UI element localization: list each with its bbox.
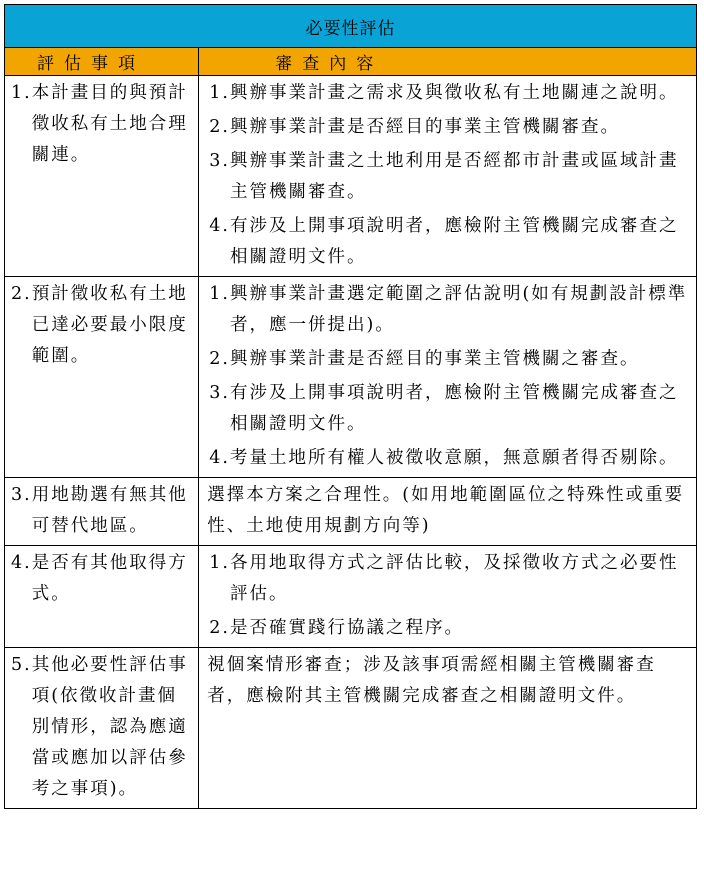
header-review-contents: 審查內容	[199, 48, 697, 76]
criterion-number: 3.	[209, 383, 230, 403]
item-number: 1.	[11, 83, 32, 103]
criteria-cell	[199, 546, 697, 648]
criterion-text: 是否確實踐行協議之程序。	[229, 618, 464, 638]
criterion	[209, 146, 692, 211]
criterion-number: 4.	[209, 216, 230, 236]
criterion	[209, 613, 692, 647]
criterion	[209, 277, 692, 344]
item-text: 用地勘選有無其他可替代地區。	[31, 485, 188, 536]
criterion-text: 有涉及上開事項說明者，應檢附主管機關完成審查之相關證明文件。	[229, 383, 679, 434]
criterion-number: 1.	[209, 284, 230, 304]
item-text: 是否有其他取得方式。	[31, 553, 188, 604]
assessment-table	[4, 4, 697, 809]
criterion-number: 1.	[209, 83, 230, 103]
criterion-text: 興辦事業計畫之土地利用是否經都市計畫或區域計畫主管機關審查。	[229, 151, 679, 202]
item-cell	[5, 648, 199, 809]
item-number: 2.	[11, 284, 32, 304]
header-row	[5, 48, 697, 76]
necessity-assessment-document	[4, 4, 697, 809]
item-cell	[5, 76, 199, 277]
criterion	[209, 76, 692, 112]
item-cell	[5, 277, 199, 478]
criteria-cell	[199, 76, 697, 277]
table-row	[5, 546, 697, 648]
header-assessment-items: 評估事項	[5, 48, 199, 76]
item-text: 其他必要性評估事項(依徵收計畫個別情形，認為應適當或應加以評估參考之事項)。	[31, 655, 188, 799]
criterion	[209, 443, 692, 477]
criterion-text: 各用地取得方式之評估比較，及採徵收方式之必要性評估。	[229, 553, 679, 604]
criterion-text: 選擇本方案之合理性。(如用地範圍區位之特殊性或重要性、土地使用規劃方向等)	[207, 485, 685, 536]
criterion-text: 興辦事業計畫是否經目的事業主管機關審查。	[229, 117, 620, 137]
criterion-number: 2.	[209, 117, 230, 137]
criterion	[209, 546, 692, 613]
item-number: 5.	[11, 655, 32, 675]
criterion-number: 2.	[209, 618, 230, 638]
table-row	[5, 648, 697, 809]
table-title: 必要性評估	[5, 5, 697, 48]
item-text: 預計徵收私有土地已達必要最小限度範圍。	[31, 284, 188, 366]
criterion-text: 興辦事業計畫之需求及與徵收私有土地關連之說明。	[229, 83, 679, 103]
criterion-text: 興辦事業計畫是否經目的事業主管機關之審查。	[229, 349, 640, 369]
criterion	[209, 344, 692, 378]
criterion-number: 4.	[209, 448, 230, 468]
criterion-text: 考量土地所有權人被徵收意願，無意願者得否剔除。	[229, 448, 679, 468]
criterion-text: 有涉及上開事項說明者，應檢附主管機關完成審查之相關證明文件。	[229, 216, 679, 267]
item-number: 4.	[11, 553, 32, 573]
criterion	[209, 378, 692, 443]
criteria-cell	[199, 277, 697, 478]
criterion-text: 視個案情形審查；涉及該事項需經相關主管機關審查者，應檢附其主管機關完成審查之相關證明文件。	[207, 655, 656, 706]
criteria-cell	[199, 478, 697, 546]
criterion-text: 興辦事業計畫選定範圍之評估說明(如有規劃設計標準者，應一併提出)。	[229, 284, 688, 335]
title-row	[5, 5, 697, 48]
table-row	[5, 76, 697, 277]
item-text: 本計畫目的與預計徵收私有土地合理關連。	[31, 83, 188, 165]
criterion-number: 2.	[209, 349, 230, 369]
criterion-number: 3.	[209, 151, 230, 171]
criteria-cell	[199, 648, 697, 809]
table-row	[5, 277, 697, 478]
item-cell	[5, 546, 199, 648]
table-row	[5, 478, 697, 546]
criterion	[209, 211, 692, 276]
criterion	[209, 112, 692, 146]
item-number: 3.	[11, 485, 32, 505]
criterion-number: 1.	[209, 553, 230, 573]
item-cell	[5, 478, 199, 546]
